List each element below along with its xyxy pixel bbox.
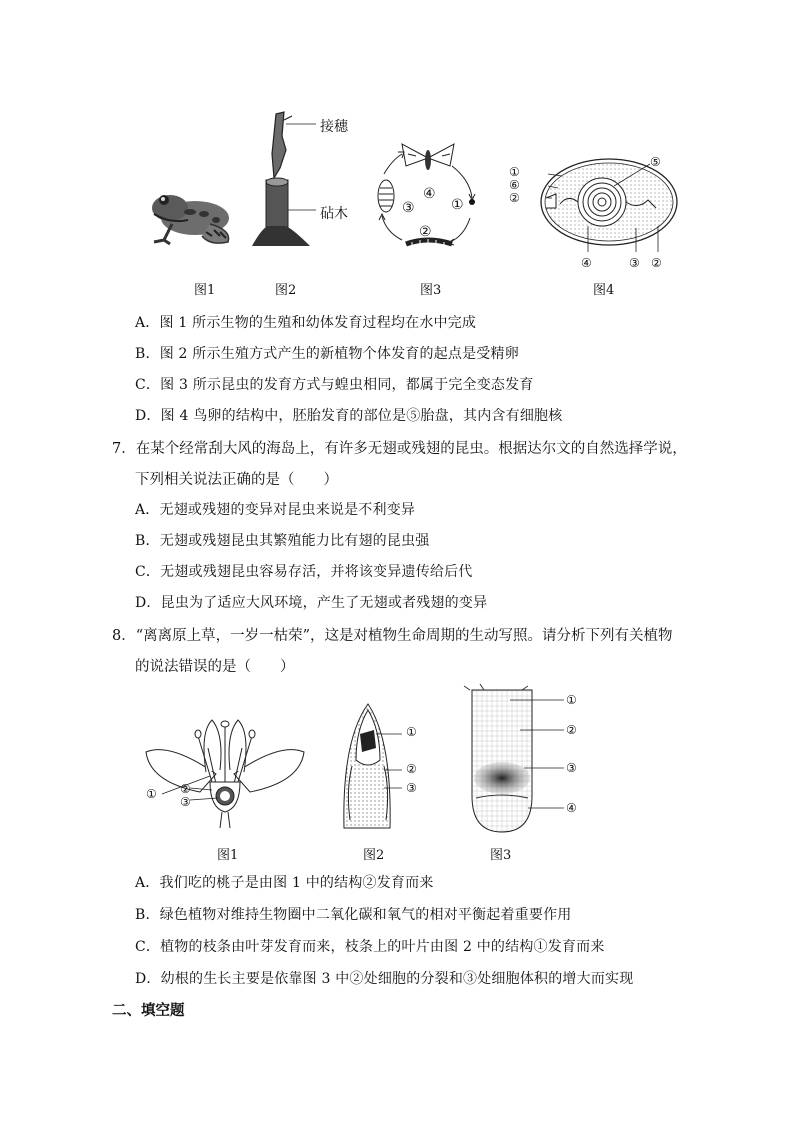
flower-label-1: ① (146, 787, 157, 801)
q8-caption-fig2: 图2 (363, 848, 385, 863)
q6-option-a: A．图 1 所示生物的生殖和幼体发育过程均在水中完成 (135, 315, 477, 331)
egg-label-2-left: ② (509, 191, 520, 205)
q8-option-c: C．植物的枝条由叶芽发育而来，枝条上的叶片由图 2 中的结构①发育而来 (135, 939, 605, 955)
q6-caption-fig2: 图2 (275, 283, 297, 298)
q8-option-a: A．我们吃的桃子是由图 1 中的结构②发育而来 (135, 875, 434, 891)
root-label-1: ① (566, 693, 577, 707)
q6-caption-fig3: 图3 (420, 283, 442, 298)
stock-label: 砧木 (320, 206, 348, 222)
insect-stage-4: ④ (423, 186, 436, 202)
flower-diagram (140, 712, 310, 830)
q7-stem-line2: 下列相关说法正确的是（ ） (135, 472, 338, 488)
egg-label-1: ① (509, 165, 520, 179)
q8-option-b: B．绿色植物对维持生物圈中二氧化碳和氧气的相对平衡起着重要作用 (135, 907, 572, 923)
q8-caption-fig1: 图1 (217, 848, 239, 863)
scion-label: 接穗 (320, 119, 348, 135)
egg-label-4: ④ (581, 256, 592, 270)
egg-label-3: ③ (629, 256, 640, 270)
bud-label-3: ③ (406, 781, 417, 795)
egg-label-6: ⑥ (509, 178, 520, 192)
q6-caption-fig1: 图1 (194, 283, 216, 298)
frog-image (140, 180, 240, 252)
root-label-3: ③ (566, 761, 577, 775)
q8-caption-fig3: 图3 (490, 848, 512, 863)
leaf-bud-diagram (330, 700, 408, 830)
insect-stage-3: ③ (402, 200, 415, 216)
egg-label-2-bottom: ② (651, 256, 662, 270)
q7-stem-line1: 7．在某个经常刮大风的海岛上，有许多无翅或残翅的昆虫。根据达尔文的自然选择学说， (112, 441, 687, 457)
root-label-2: ② (566, 723, 577, 737)
q6-option-b: B．图 2 所示生殖方式产生的新植物个体发育的起点是受精卵 (135, 346, 519, 362)
q6-caption-fig4: 图4 (593, 283, 615, 298)
q8-stem-line1: 8．“离离原上草，一岁一枯荣”，这是对植物生命周期的生动写照。请分析下列有关植物 (112, 628, 673, 644)
bird-egg-diagram (522, 156, 690, 254)
egg-label-5: ⑤ (650, 155, 661, 169)
q7-option-d: D．昆虫为了适应大风环境，产生了无翅或者残翅的变异 (135, 595, 488, 611)
grafting-diagram (248, 106, 318, 252)
section-title-fill-in: 二、填空题 (112, 1002, 185, 1019)
insect-stage-1: ① (451, 197, 464, 213)
bud-label-1: ① (406, 725, 417, 739)
q7-option-c: C．无翅或残翅昆虫容易存活，并将该变异遗传给后代 (135, 564, 473, 580)
flower-label-2: ② (180, 782, 191, 796)
q6-option-d: D．图 4 鸟卵的结构中，胚胎发育的部位是⑤胎盘，其内含有细胞核 (135, 408, 563, 424)
insect-stage-2: ② (419, 224, 432, 240)
q7-option-b: B．无翅或残翅昆虫其繁殖能力比有翅的昆虫强 (135, 533, 430, 549)
root-tip-diagram (462, 686, 572, 834)
flower-label-3: ③ (180, 795, 191, 809)
root-label-4: ④ (566, 801, 577, 815)
bud-label-2: ② (406, 762, 417, 776)
q6-option-c: C．图 3 所示昆虫的发育方式与蝗虫相同，都属于完全变态发育 (135, 377, 534, 393)
q7-option-a: A．无翅或残翅的变异对昆虫来说是不利变异 (135, 502, 416, 518)
q8-option-d: D．幼根的生长主要是依靠图 3 中②处细胞的分裂和③处细胞体积的增大而实现 (135, 971, 634, 987)
q8-stem-line2: 的说法错误的是（ ） (135, 659, 295, 675)
